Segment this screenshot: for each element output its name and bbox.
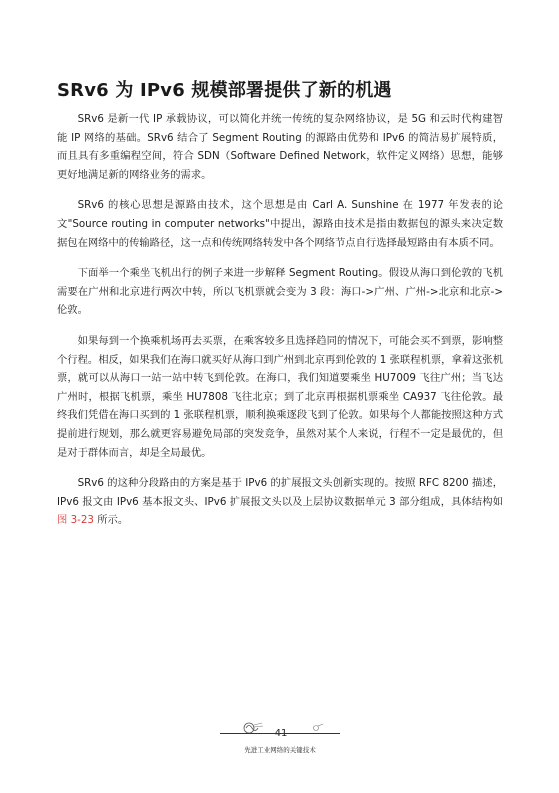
paragraph-text-before: SRv6 的这种分段路由的方案是基于 IPv6 的扩展报文头创新实现的。按照 RFC 8200 描述，IPv6 报文由 IPv6 基本报文头、IPv6 扩展报文头以及上层协议数据单元 3 部分组成，具体结构如 [57, 477, 503, 508]
paragraph-ticket-analogy: 如果每到一个换乘机场再去买票，在乘客较多且选择趋同的情况下，可能会买不到票，影响整个行程。相反，如果我们在海口就买好从海口到广州到北京再到伦敦的 1 张联程机票，拿着这张机票，就可以从海口一站一站中转飞到伦敦。在海口，我们知道要乘坐 HU7009 飞往广州；当飞达广州时，根据飞机票，乘坐 HU7808 飞往北京；到了北京再根据机票乘坐 CA937 飞往伦敦。最终我们凭借在海口买到的 1 张联程机票，顺利换乘逐段飞到了伦敦。如果每个人都能按照这种方式提前进行规划，那么就更容易避免局部的突发竞争，虽然对某个人来说，行程不一定是最优的，但是对于群体而言，却是全局最优。 [57, 334, 503, 459]
book-title: 先进工业网络的关键技术 [244, 746, 316, 754]
body-text [57, 110, 503, 542]
figure-reference-link[interactable]: 图 3-23 [57, 514, 94, 527]
footer-logo-icon [242, 720, 264, 734]
footer-divider [220, 733, 340, 734]
paragraph-core-idea: SRv6 的核心思想是源路由技术，这个思想是由 Carl A. Sunshine 在 1977 年发表的论文"Source routing in computer networks"中提出，源路由技术是指由数据包的源头来决定数据包在网络中的传输路径，这一点和传统网络转发中各个网络节点自行选择最短路由有本质不同。 [57, 199, 503, 249]
footer-ornament-icon [312, 722, 324, 732]
section-heading: SRv6 为 IPv6 规模部署提供了新的机遇 [57, 80, 392, 101]
paragraph-intro: SRv6 是新一代 IP 承载协议，可以简化并统一传统的复杂网络协议，是 5G 和云时代构建智能 IP 网络的基础。SRv6 结合了 Segment Routing 的源路由优势和 IPv6 的简洁易扩展特质，而且具有多重编程空间，符合 SDN（Software Defined Network，软件定义网络）思想，能够更好地满足新的网络业务的需求。 [57, 113, 503, 181]
paragraph-text-after: 所示。 [93, 514, 129, 527]
page-number: 41 [274, 728, 288, 739]
page-footer [0, 712, 559, 772]
paragraph-flight-example: 下面举一个乘坐飞机出行的例子来进一步解释 Segment Routing。假设从海口到伦敦的飞机需要在广州和北京进行两次中转，所以飞机票就会变为 3 段：海口->广州、广州->北京和北京->伦敦。 [57, 267, 503, 317]
paragraph-ipv6-structure [57, 474, 503, 530]
